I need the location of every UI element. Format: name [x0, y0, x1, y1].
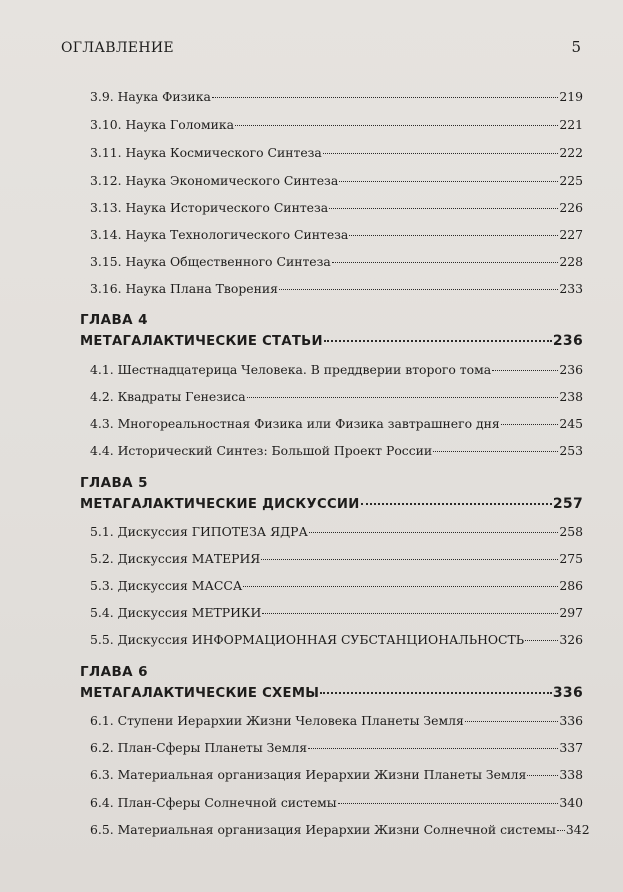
toc-entry-label: 5.5. Дискуссия ИНФОРМАЦИОННАЯ СУБСТАНЦИОНАЛЬНОСТЬ: [90, 632, 525, 647]
leader-dots: [323, 153, 559, 154]
leader-dots: [324, 340, 552, 342]
toc-entry-page: 326: [559, 632, 583, 647]
toc-entry[interactable]: [90, 605, 583, 621]
toc-entry-label: 4.1. Шестнадцатерица Человека. В преддверии второго тома: [90, 362, 492, 377]
toc-entry-label: 5.3. Дискуссия МАССА: [90, 578, 243, 593]
toc-entry-page: 340: [559, 795, 583, 810]
leader-dots: [279, 289, 558, 290]
chapter-heading: ГЛАВА 5: [80, 475, 148, 491]
leader-dots: [492, 370, 558, 371]
toc-entry[interactable]: [90, 443, 583, 459]
leader-dots: [320, 692, 552, 694]
page-number: 5: [571, 38, 581, 56]
leader-dots: [262, 613, 558, 614]
toc-entry-page: 297: [559, 605, 583, 620]
toc-entry-label: 3.11. Наука Космического Синтеза: [90, 145, 322, 160]
leader-dots: [308, 748, 558, 749]
toc-entry[interactable]: [90, 389, 583, 405]
leader-dots: [261, 559, 558, 560]
toc-entry[interactable]: [90, 200, 583, 216]
toc-entry-page: 342: [565, 822, 590, 837]
toc-entry-page: 337: [559, 740, 583, 755]
toc-entry-page: 238: [559, 389, 583, 404]
toc-entry-page: 219: [559, 89, 583, 104]
toc-entry-page: 236: [559, 362, 583, 377]
toc-entry[interactable]: [90, 89, 583, 105]
toc-entry-label: 5.1. Дискуссия ГИПОТЕЗА ЯДРА: [90, 524, 308, 539]
chapter-title-entry[interactable]: [80, 685, 583, 702]
toc-entry-label: 4.2. Квадраты Генезиса: [90, 389, 246, 404]
chapter-page: 236: [552, 333, 583, 349]
toc-entry-page: 222: [559, 145, 583, 160]
toc-entry-label: 3.9. Наука Физика: [90, 89, 211, 104]
toc-entry[interactable]: [90, 551, 583, 567]
toc-entry-label: 3.12. Наука Экономического Синтеза: [90, 173, 339, 188]
toc-entry-page: 245: [559, 416, 583, 431]
leader-dots: [465, 721, 559, 722]
leader-dots: [332, 262, 559, 263]
toc-entry-label: 3.13. Наука Исторического Синтеза: [90, 200, 329, 215]
toc-entry-label: 3.15. Наука Общественного Синтеза: [90, 254, 331, 269]
toc-entry-page: 233: [559, 281, 583, 296]
toc-entry-page: 225: [559, 173, 583, 188]
leader-dots: [349, 235, 558, 236]
chapter-heading: ГЛАВА 4: [80, 312, 148, 328]
toc-entry[interactable]: [90, 524, 583, 540]
chapter-page: 336: [552, 685, 583, 701]
toc-entry-page: 258: [559, 524, 583, 539]
toc-entry[interactable]: [90, 117, 583, 133]
toc-entry-page: 226: [559, 200, 583, 215]
toc-entry[interactable]: [90, 416, 583, 432]
chapter-title: МЕТАГАЛАКТИЧЕСКИЕ СХЕМЫ: [80, 686, 320, 701]
toc-entry[interactable]: [90, 767, 583, 783]
toc-entry-label: 6.2. План-Сферы Планеты Земля: [90, 740, 308, 755]
toc-entry[interactable]: [90, 713, 583, 729]
leader-dots: [247, 397, 559, 398]
toc-entry[interactable]: [90, 362, 583, 378]
leader-dots: [338, 803, 559, 804]
toc-entry[interactable]: [90, 632, 583, 648]
leader-dots: [557, 830, 565, 831]
chapter-title-entry[interactable]: [80, 496, 583, 513]
leader-dots: [527, 775, 558, 776]
toc-entry-page: 275: [559, 551, 583, 566]
toc-entry[interactable]: [90, 145, 583, 161]
toc-entry-label: 4.4. Исторический Синтез: Большой Проект России: [90, 443, 433, 458]
toc-entry[interactable]: [90, 227, 583, 243]
toc-entry-label: 6.4. План-Сферы Солнечной системы: [90, 795, 337, 810]
toc-entry[interactable]: [90, 578, 583, 594]
toc-entry-page: 286: [559, 578, 583, 593]
chapter-title: МЕТАГАЛАКТИЧЕСКИЕ СТАТЬИ: [80, 334, 323, 349]
toc-entry[interactable]: [90, 254, 583, 270]
toc-entry-page: 227: [559, 227, 583, 242]
chapter-heading: ГЛАВА 6: [80, 664, 148, 680]
toc-entry[interactable]: [90, 740, 583, 756]
leader-dots: [212, 97, 559, 98]
toc-entry-page: 338: [559, 767, 583, 782]
toc-entry[interactable]: [90, 822, 590, 838]
leader-dots: [235, 125, 558, 126]
toc-entry-page: 253: [559, 443, 583, 458]
toc-entry-label: 3.14. Наука Технологического Синтеза: [90, 227, 349, 242]
leader-dots: [329, 208, 558, 209]
leader-dots: [339, 181, 558, 182]
toc-entry-label: 6.3. Материальная организация Иерархии Жизни Планеты Земля: [90, 767, 527, 782]
leader-dots: [433, 451, 558, 452]
toc-entry-label: 5.2. Дискуссия МАТЕРИЯ: [90, 551, 261, 566]
toc-entry-page: 221: [559, 117, 583, 132]
chapter-title-entry[interactable]: [80, 333, 583, 350]
chapter-title: МЕТАГАЛАКТИЧЕСКИЕ ДИСКУССИИ: [80, 497, 360, 512]
leader-dots: [309, 532, 558, 533]
leader-dots: [361, 503, 552, 505]
toc-entry-label: 3.10. Наука Голомика: [90, 117, 235, 132]
chapter-page: 257: [552, 496, 583, 512]
toc-entry-label: 5.4. Дискуссия МЕТРИКИ: [90, 605, 262, 620]
leader-dots: [501, 424, 559, 425]
toc-entry[interactable]: [90, 795, 583, 811]
toc-entry[interactable]: [90, 281, 583, 297]
toc-entry[interactable]: [90, 173, 583, 189]
toc-entry-page: 336: [559, 713, 583, 728]
toc-entry-label: 4.3. Многореальностная Физика или Физика завтрашнего дня: [90, 416, 500, 431]
toc-entry-label: 6.1. Ступени Иерархии Жизни Человека Планеты Земля: [90, 713, 464, 728]
running-header: [61, 40, 581, 62]
leader-dots: [243, 586, 558, 587]
running-header-title: ОГЛАВЛЕНИЕ: [61, 40, 174, 56]
leader-dots: [525, 640, 558, 641]
toc-entry-page: 228: [559, 254, 583, 269]
toc-entry-label: 6.5. Материальная организация Иерархии Жизни Солнечной системы: [90, 822, 556, 837]
toc-entry-label: 3.16. Наука Плана Творения: [90, 281, 278, 296]
